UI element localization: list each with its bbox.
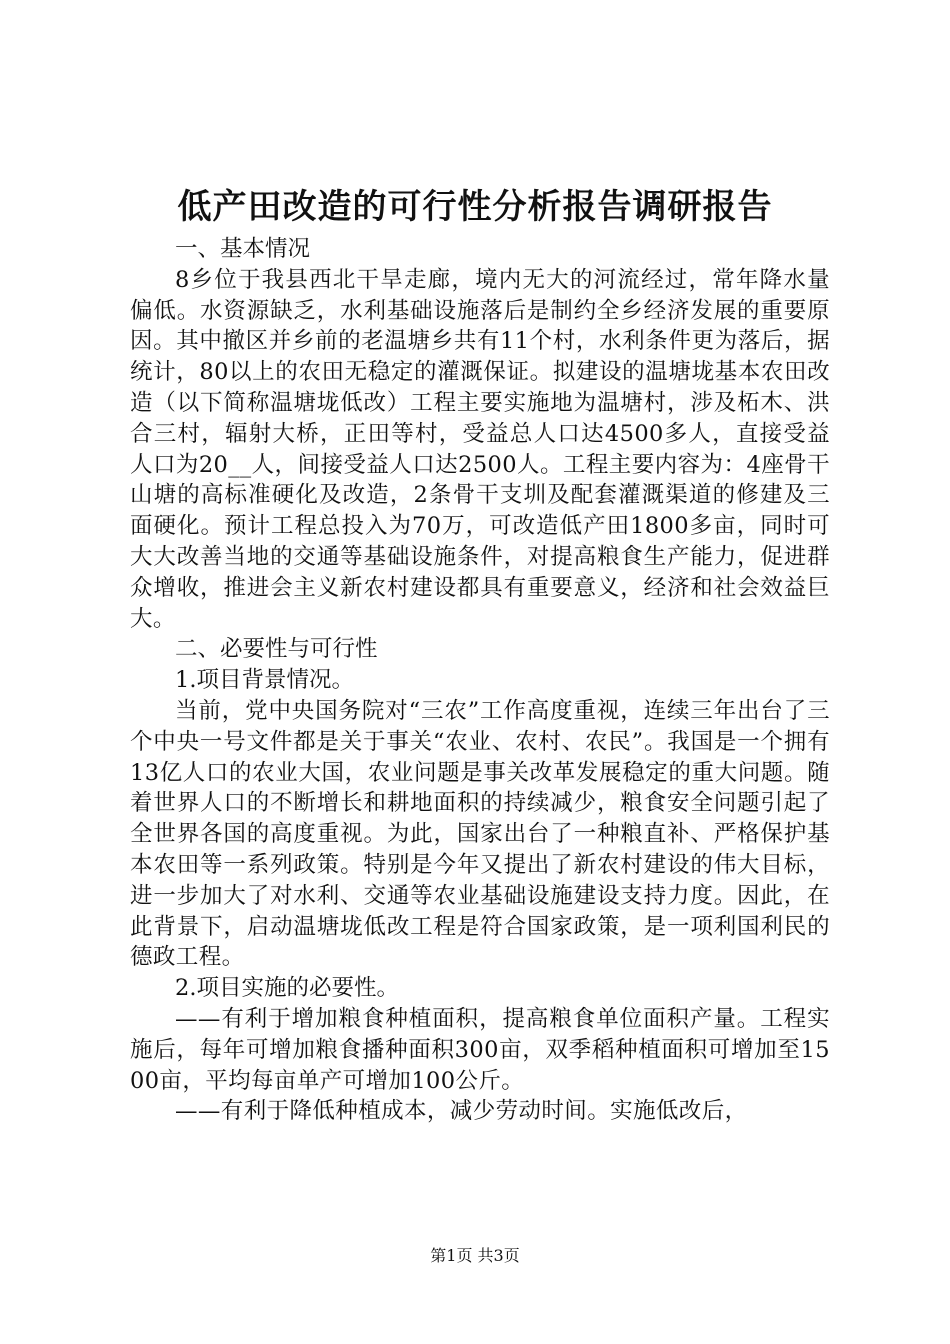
page-footer: 第1页 共3页 <box>430 1246 520 1265</box>
subheading-project-background: 1.项目背景情况。 <box>175 667 354 694</box>
document-title: 低产田改造的可行性分析报告调研报告 <box>177 187 773 227</box>
section-heading-necessity-feasibility: 二、必要性与可行性 <box>175 636 378 663</box>
document-body <box>130 234 830 1127</box>
paragraph-project-background: 当前，党中央国务院对“三农”工作高度重视，连续三年出台了三个中央一号文件都是关于事关“农业、农村、农民”。我国是一个拥有13亿人口的农业大国，农业问题是事关改革发展稳定的重大问题。随着世界人口的不断增长和耕地面积的持续减少，粮食安全问题引起了全世界各国的高度重视。为此，国家出台了一种粮直补、严格保护基本农田等一系列政策。特别是今年又提出了新农村建设的伟大目标，进一步加大了对水利、交通等农业基础设施建设支持力度。因此，在此背景下，启动温塘垅低改工程是符合国家政策，是一项利国利民的德政工程。 <box>130 697 830 971</box>
paragraph-necessity-grain-area: ——有利于增加粮食种植面积，提高粮食单位面积产量。工程实施后，每年可增加粮食播种面积300亩，双季稻种植面积可增加至1500亩，平均每亩单产可增加100公斤。 <box>130 1005 830 1094</box>
paragraph-necessity-cost: ——有利于降低种植成本，减少劳动时间。实施低改后， <box>175 1098 748 1125</box>
section-heading-basic-situation: 一、基本情况 <box>175 236 311 262</box>
paragraph-basic-situation: 8乡位于我县西北干旱走廊，境内无大的河流经过，常年降水量偏低。水资源缺乏，水利基础设施落后是制约全乡经济发展的重要原因。其中撤区并乡前的老温塘乡共有11个村，水利条件更为落后，据统计，80以上的农田无稳定的灌溉保证。拟建设的温塘垅基本农田改造（以下简称温塘垅低改）工程主要实施地为温塘村，涉及柘木、洪合三村，辐射大桥，正田等村，受益总人口达4500多人，直接受益人口为20__人，间接受益人口达2500人。工程主要内容为：4座骨干山塘的高标准硬化及改造，2条骨干支圳及配套灌溉渠道的修建及三面硬化。预计工程总投入为70万，可改造低产田1800多亩，同时可大大改善当地的交通等基础设施条件，对提高粮食生产能力，促进群众增收，推进会主义新农村建设都具有重要意义，经济和社会效益巨大。 <box>130 266 830 632</box>
subheading-project-necessity: 2.项目实施的必要性。 <box>175 975 399 1002</box>
